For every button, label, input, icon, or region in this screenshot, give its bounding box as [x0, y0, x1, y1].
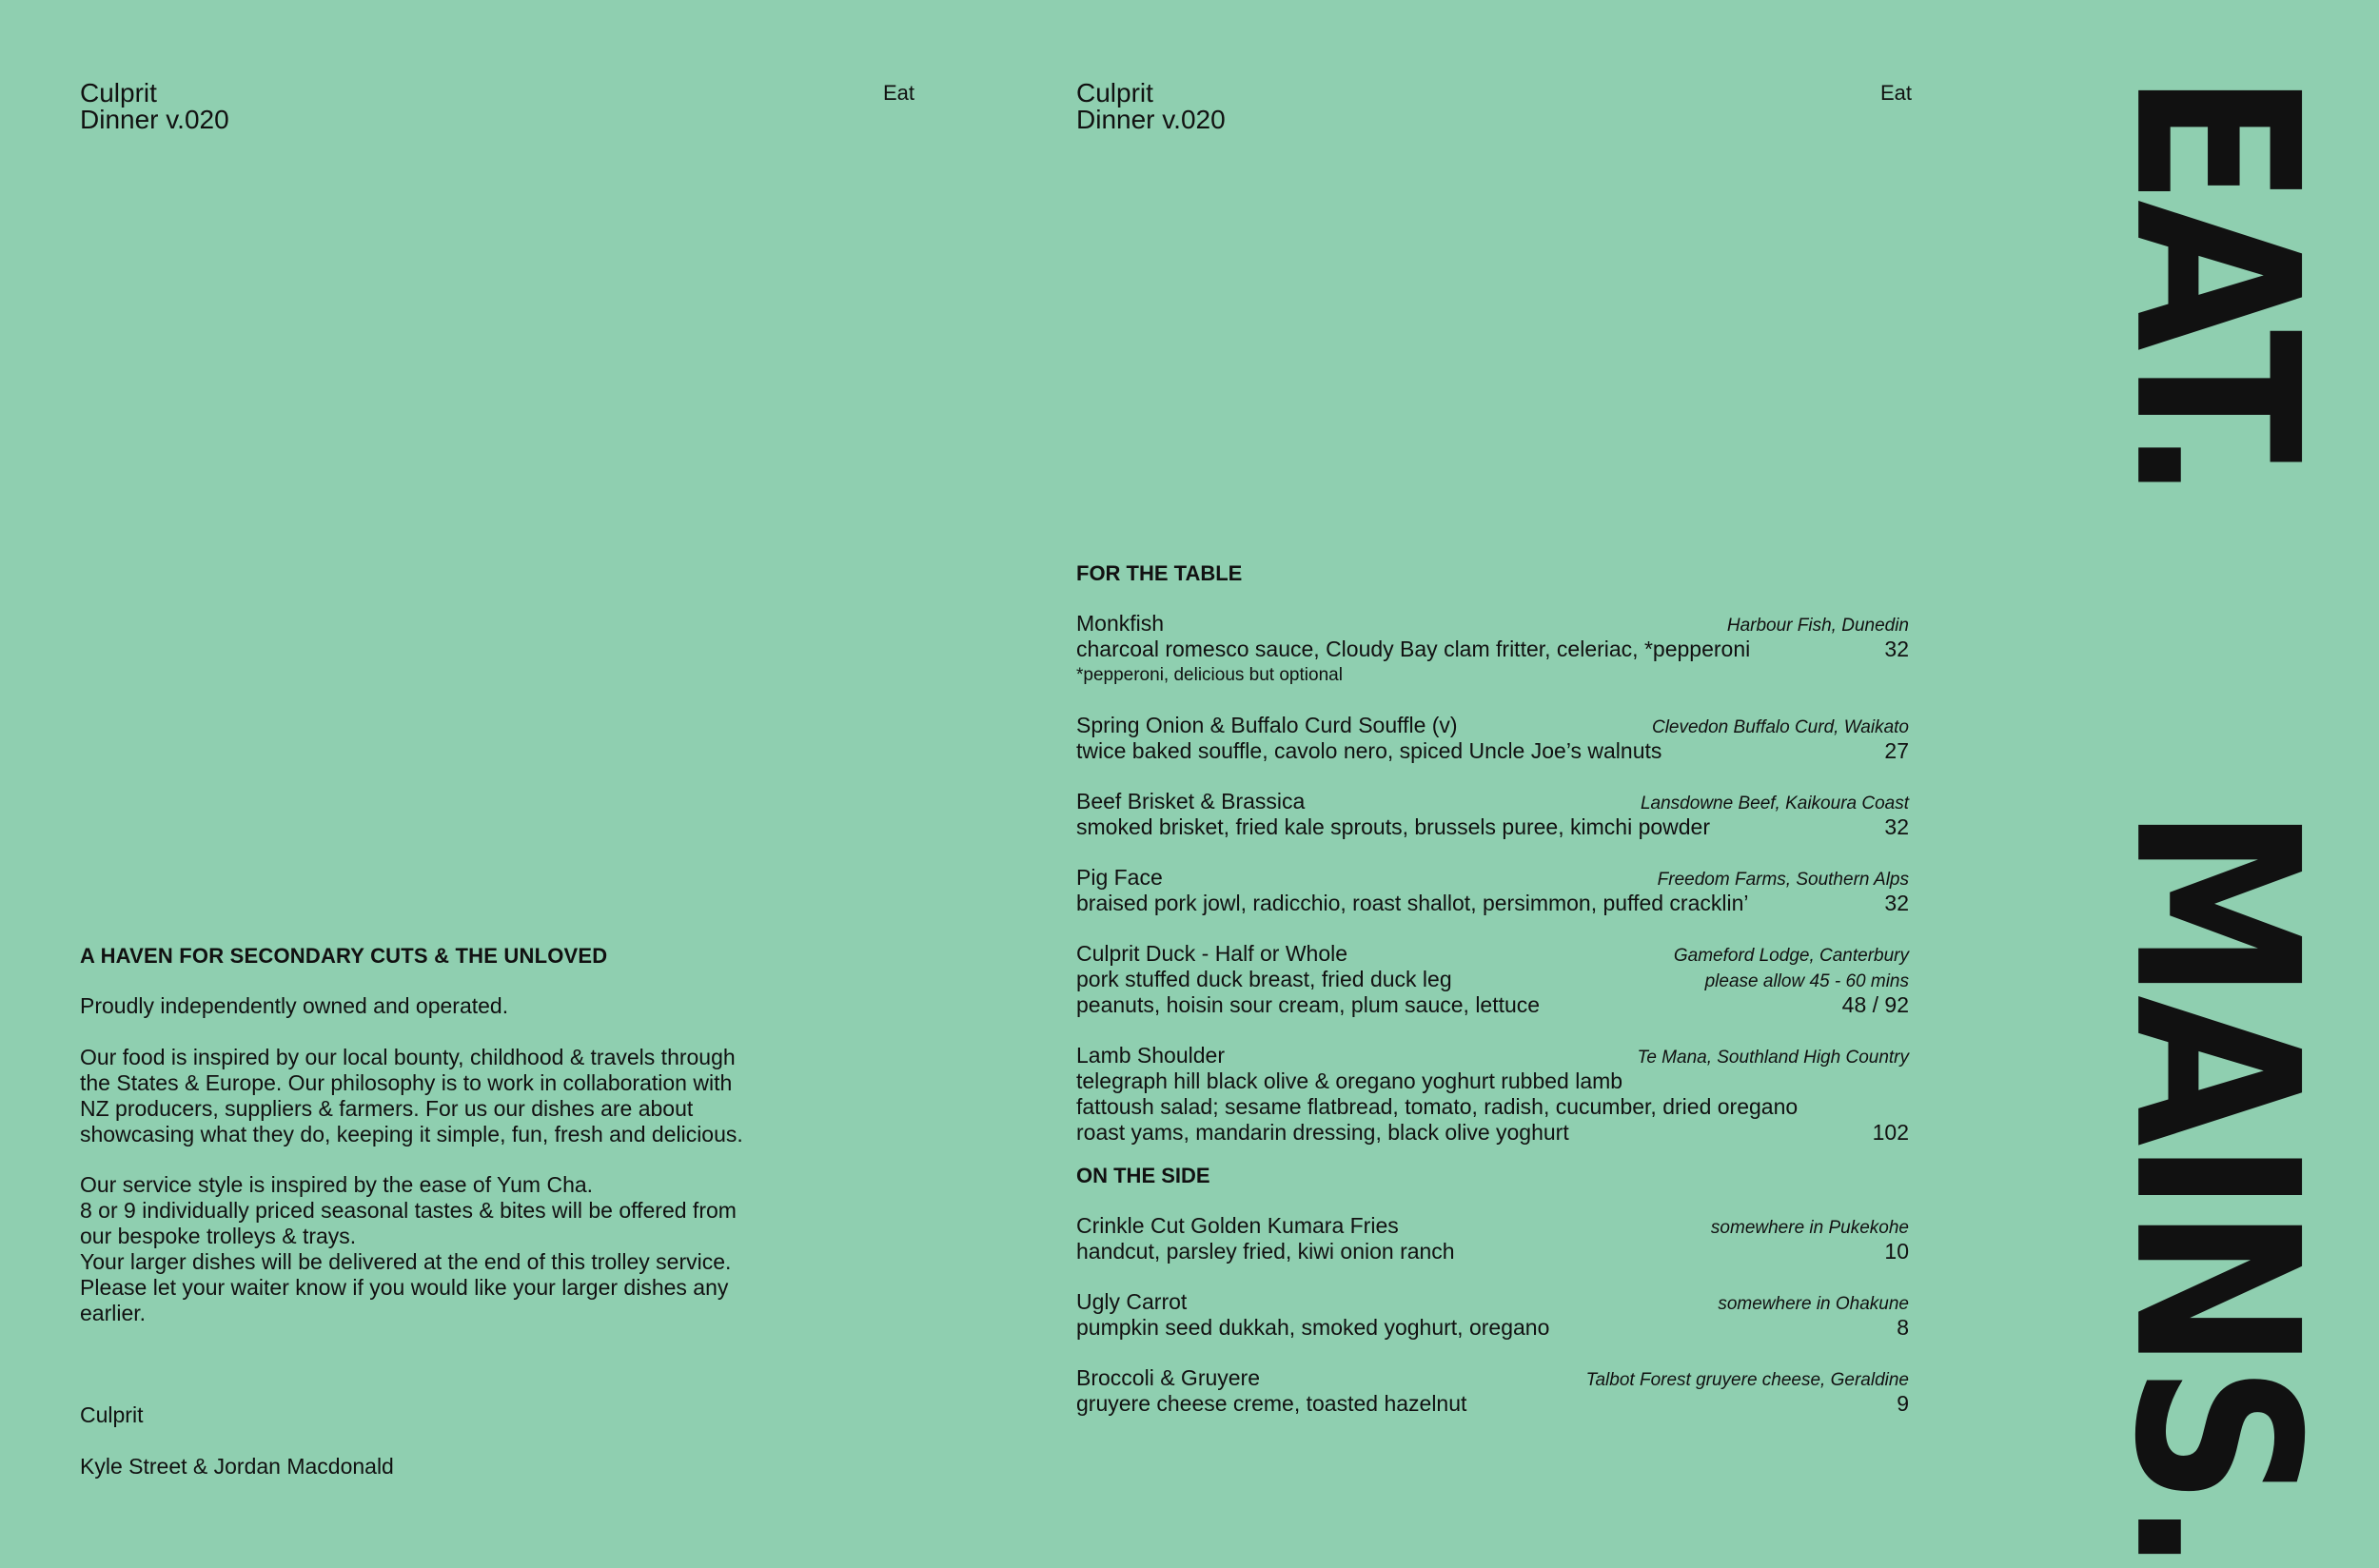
dish-source: Te Mana, Southland High Country: [1637, 1048, 1909, 1068]
for-the-table-items: [1076, 611, 1909, 1146]
dish-price: 102: [1872, 1120, 1909, 1145]
menu-item-header: [1076, 789, 1909, 814]
philosophy-paragraph: Our food is inspired by our local bounty, childhood & travels through the States & Europe. Our philosophy is to work in collaboration with NZ producers, suppliers & farmers. For us our dishes are about showcasing what they do, keeping it simple, fun, fresh and delicious.: [80, 1045, 743, 1147]
menu-item-header: [1076, 1043, 1909, 1068]
menu-item: [1076, 1365, 1909, 1417]
dish-price: 8: [1897, 1315, 1909, 1340]
dish-source: Harbour Fish, Dunedin: [1726, 616, 1909, 636]
menu-item-header: [1076, 941, 1909, 967]
dish-description: braised pork jowl, radicchio, roast shallot, persimmon, puffed cracklin’: [1076, 891, 1749, 915]
dish-description-line: [1076, 1315, 1909, 1341]
menu-item: [1076, 789, 1909, 840]
footer-name: Culprit: [80, 1402, 144, 1427]
menu-list: [1076, 560, 1909, 1441]
menu-item: [1076, 941, 1909, 1018]
section-title-on-the-side: ON THE SIDE: [1076, 1164, 1210, 1187]
dish-description: pumpkin seed dukkah, smoked yoghurt, oregano: [1076, 1315, 1550, 1340]
dish-description-line: [1076, 738, 1909, 764]
dish-description-line: [1076, 1391, 1909, 1417]
intro-paragraph: Proudly independently owned and operated.: [80, 993, 509, 1018]
menu-item: [1076, 713, 1909, 764]
menu-item: [1076, 1043, 1909, 1146]
dish-price: 10: [1884, 1239, 1909, 1264]
dish-note: please allow 45 - 60 mins: [1704, 971, 1909, 991]
dish-description-line: [1076, 967, 1909, 992]
dish-description-line: [1076, 1239, 1909, 1264]
dish-footnote: *pepperoni, delicious but optional: [1076, 665, 1343, 685]
menu-item-header: [1076, 1213, 1909, 1239]
dish-description: gruyere cheese creme, toasted hazelnut: [1076, 1391, 1467, 1416]
on-the-side-items: [1076, 1213, 1909, 1417]
dish-source: Talbot Forest gruyere cheese, Geraldine: [1585, 1370, 1909, 1390]
dish-description: fattoush salad; sesame flatbread, tomato, radish, cucumber, dried oregano: [1076, 1094, 1799, 1119]
vertical-title-eat: EAT.: [2084, 72, 2346, 497]
menu-item-header: [1076, 1289, 1909, 1315]
right-header-title: Culprit: [1076, 78, 1153, 108]
dish-description-line: [1076, 1120, 1909, 1146]
menu-item: [1076, 865, 1909, 916]
dish-description: smoked brisket, fried kale sprouts, brussels puree, kimchi powder: [1076, 814, 1711, 839]
dish-name: Spring Onion & Buffalo Curd Souffle (v): [1076, 713, 1458, 737]
dish-description-line: [1076, 814, 1909, 840]
footer-address: Kyle Street & Jordan Macdonald: [80, 1454, 394, 1479]
vertical-title-mains: MAINS.: [2084, 807, 2346, 1568]
dish-description: charcoal romesco sauce, Cloudy Bay clam fritter, celeriac, *pepperoni: [1076, 637, 1751, 661]
service-paragraph: Our service style is inspired by the ease of Yum Cha. 8 or 9 individually priced seasonal tastes & bites will be offered from our bespoke trolleys & trays. Your larger dishes will be delivered at the end of this trolley service. Please let your waiter know if you would like your larger dishes any earlier.: [80, 1172, 737, 1325]
left-header-title: Culprit: [80, 78, 157, 108]
menu-item-header: [1076, 713, 1909, 738]
dish-description: telegraph hill black olive & oregano yoghurt rubbed lamb: [1076, 1068, 1623, 1093]
dish-price: 32: [1884, 814, 1909, 839]
dish-description: roast yams, mandarin dressing, black olive yoghurt: [1076, 1120, 1569, 1145]
right-header: [1076, 80, 1226, 133]
dish-description-line: [1076, 992, 1909, 1018]
menu-item-header: [1076, 1365, 1909, 1391]
dish-name: Lamb Shoulder: [1076, 1043, 1225, 1068]
dish-name: Broccoli & Gruyere: [1076, 1365, 1261, 1390]
right-header-eat: Eat: [1880, 81, 1913, 105]
dish-description: twice baked souffle, cavolo nero, spiced Uncle Joe’s walnuts: [1076, 738, 1662, 763]
dish-price: 32: [1884, 637, 1909, 661]
left-header-eat: Eat: [883, 81, 915, 105]
dish-source: somewhere in Pukekohe: [1710, 1218, 1909, 1238]
dish-description-line: [1076, 891, 1909, 916]
dish-price: 32: [1884, 891, 1909, 915]
dish-name: Monkfish: [1076, 611, 1165, 636]
dish-source: Lansdowne Beef, Kaikoura Coast: [1640, 794, 1909, 813]
menu-item: [1076, 611, 1909, 688]
dish-price: 48 / 92: [1841, 992, 1909, 1017]
left-header: [80, 80, 229, 133]
dish-name: Ugly Carrot: [1076, 1289, 1188, 1314]
dish-source: somewhere in Ohakune: [1718, 1294, 1909, 1314]
left-heading: A HAVEN FOR SECONDARY CUTS & THE UNLOVED: [80, 944, 608, 968]
menu-item: [1076, 1289, 1909, 1341]
menu-item-header: [1076, 865, 1909, 891]
left-footer: [80, 1377, 394, 1505]
dish-name: Culprit Duck - Half or Whole: [1076, 941, 1348, 966]
dish-source: Freedom Farms, Southern Alps: [1657, 870, 1909, 890]
dish-description: peanuts, hoisin sour cream, plum sauce, lettuce: [1076, 992, 1541, 1017]
left-header-subtitle: Dinner v.020: [80, 105, 229, 134]
dish-price: 27: [1884, 738, 1909, 763]
dish-name: Beef Brisket & Brassica: [1076, 789, 1306, 813]
dish-description: pork stuffed duck breast, fried duck leg: [1076, 967, 1452, 991]
dish-description-line: [1076, 1094, 1909, 1120]
dish-source: Gameford Lodge, Canterbury: [1673, 946, 1909, 966]
dish-name: Crinkle Cut Golden Kumara Fries: [1076, 1213, 1399, 1238]
right-header-subtitle: Dinner v.020: [1076, 105, 1226, 134]
dish-price: 9: [1897, 1391, 1909, 1416]
dish-description-line: [1076, 1068, 1909, 1094]
dish-name: Pig Face: [1076, 865, 1163, 890]
section-title-for-the-table: FOR THE TABLE: [1076, 561, 1243, 585]
dish-description: handcut, parsley fried, kiwi onion ranch: [1076, 1239, 1455, 1264]
dish-source: Clevedon Buffalo Curd, Waikato: [1651, 717, 1909, 737]
menu-item-header: [1076, 611, 1909, 637]
dish-description-line: [1076, 637, 1909, 662]
menu-item: [1076, 1213, 1909, 1264]
